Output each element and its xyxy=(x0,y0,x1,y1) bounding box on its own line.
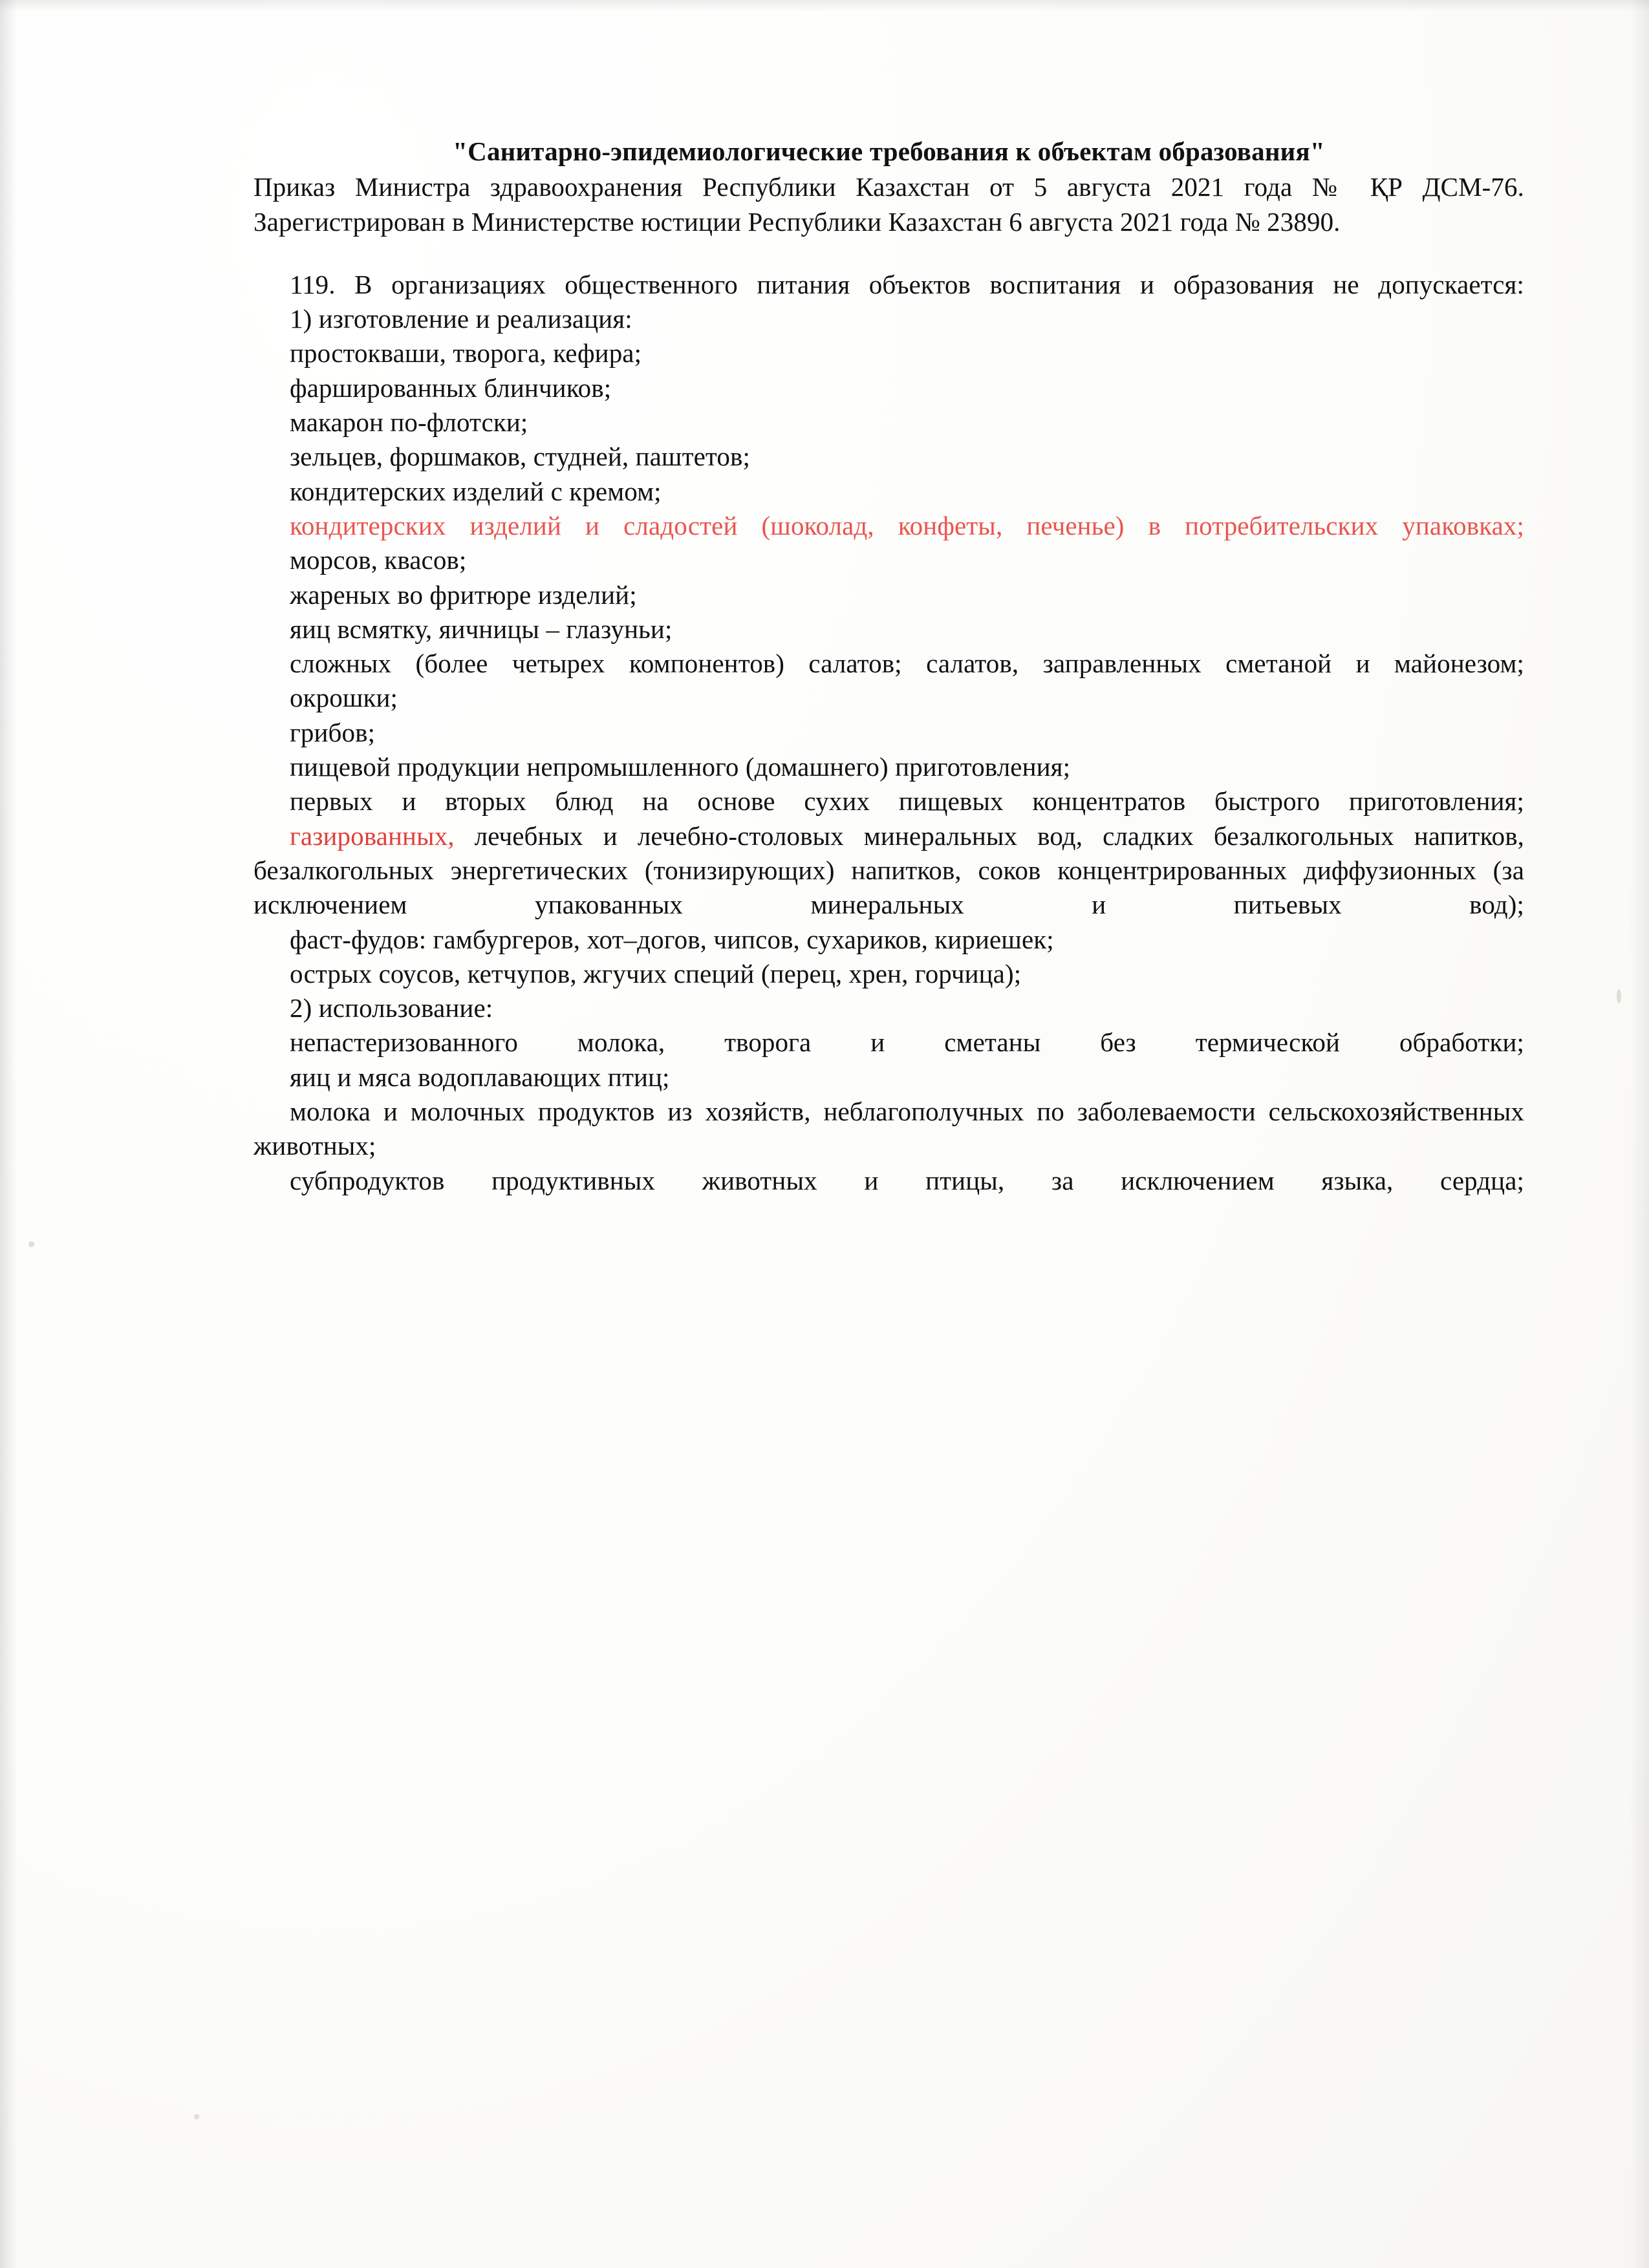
list-item: макарон по-флотски; xyxy=(290,407,528,438)
list-item: жареных во фритюре изделий; xyxy=(290,579,637,610)
list-item-2-header: 2) использование: xyxy=(290,993,493,1023)
list-item-drinks xyxy=(253,819,1524,923)
list-item: кондитерских изделий с кремом; xyxy=(290,476,662,506)
list-item-milk: непастеризованного молока, творога и сметаны без термической обработки; xyxy=(290,1027,1524,1058)
list-item-drinks-rest: лечебных и лечебно-столовых минеральных вод, сладких безалкогольных напитков, безалкогольных энергетических (тонизирующих) напитков, соков концентрированных диффузионных (за исключением упакованных минеральных и питьевых вод); xyxy=(253,820,1524,920)
list-item: морсов, квасов; xyxy=(290,545,467,575)
paper-speck xyxy=(28,1241,34,1247)
list-item: окрошки; xyxy=(290,683,398,713)
spacer xyxy=(253,239,1524,268)
clause-119-paragraph: 119. В организациях общественного питания объектов воспитания и образования не допускается: xyxy=(290,269,1524,299)
inserted-text-carbonated: газированных, xyxy=(290,820,455,851)
inserted-text-confectionery: кондитерских изделий и сладостей (шоколад, конфеты, печенье) в потребительских упаковках; xyxy=(290,510,1524,540)
list-item: острых соусов, кетчупов, жгучих специй (перец, хрен, горчица); xyxy=(290,958,1022,989)
scan-shadow-top xyxy=(0,0,1649,12)
list-item: простокваши, творога, кефира; xyxy=(290,338,642,369)
list-item-salads: сложных (более четырех компонентов) салатов; салатов, заправленных сметаной и майонезом; xyxy=(290,648,1524,679)
scan-shadow-left xyxy=(0,0,17,2268)
list-item-concentrates: первых и вторых блюд на основе сухих пищевых концентратов быстрого приготовления; xyxy=(290,786,1524,817)
document-title: "Санитарно-эпидемиологические требования к объектам образования" xyxy=(453,136,1325,166)
scan-shadow-right xyxy=(1630,0,1649,2268)
document-body xyxy=(253,134,1524,1198)
list-item-offal: субпродуктов продуктивных животных и птицы, за исключением языка, сердца; xyxy=(290,1165,1524,1195)
list-item: зельцев, форшмаков, студней, паштетов; xyxy=(290,442,750,472)
list-item: фаршированных блинчиков; xyxy=(290,372,612,403)
paper-speck xyxy=(1617,989,1621,1003)
paper-speck xyxy=(194,2114,199,2119)
list-item: фаст-фудов: гамбургеров, хот–догов, чипсов, сухариков, кириешек; xyxy=(290,924,1054,954)
list-item: яиц и мяса водоплавающих птиц; xyxy=(290,1062,670,1092)
list-item: пищевой продукции непромышленного (домашнего) приготовления; xyxy=(290,752,1071,782)
list-item-1-header: 1) изготовление и реализация: xyxy=(290,304,632,334)
list-item-farms: молока и молочных продуктов из хозяйств, неблагополучных по заболеваемости сельскохозяйственных животных; xyxy=(253,1097,1524,1161)
list-item: яиц всмятку, яичницы – глазуньи; xyxy=(290,614,673,644)
list-item: грибов; xyxy=(290,717,376,747)
document-subtitle: Приказ Министра здравоохранения Республики Казахстан от 5 августа 2021 года № ҚР ДСМ-76. Зарегистрирован в Министерстве юстиции Республики Казахстан 6 августа 2021 года № 23890. xyxy=(253,172,1524,237)
